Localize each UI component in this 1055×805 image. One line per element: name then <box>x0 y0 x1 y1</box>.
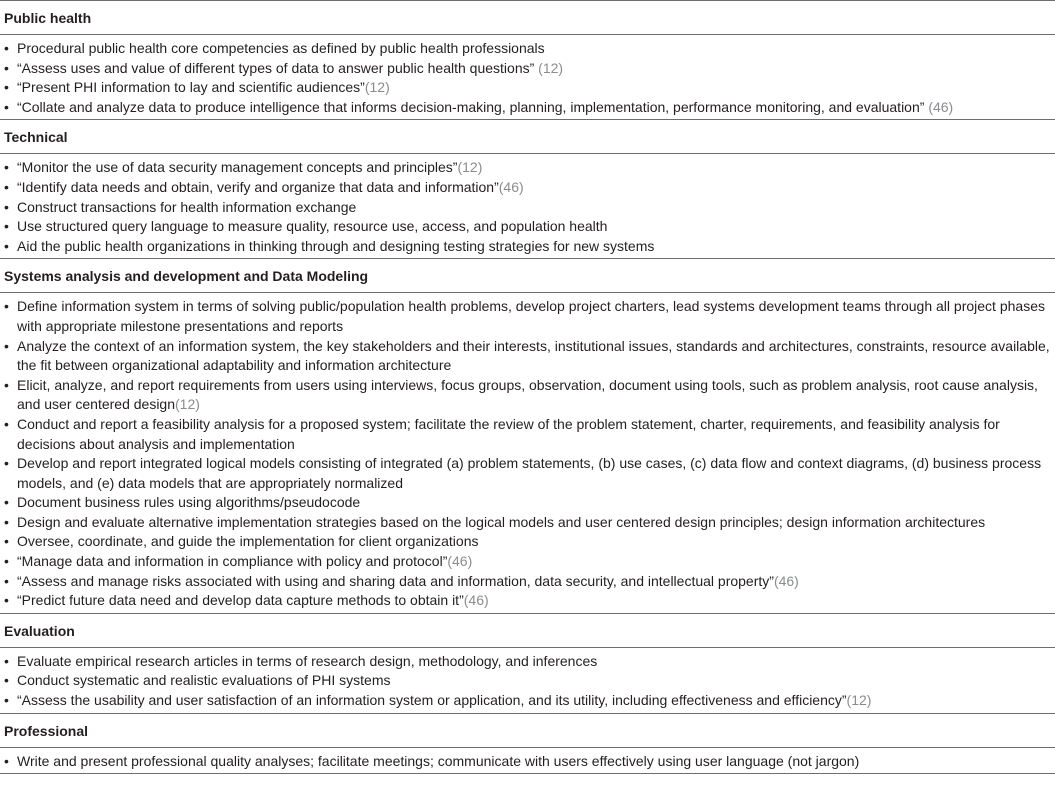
bullet-icon: • <box>4 337 9 354</box>
bullet-icon: • <box>4 98 9 115</box>
item-text: Aid the public health organizations in thinking through and designing testing strategies for new systems <box>17 237 655 254</box>
item-list <box>0 293 1055 613</box>
item-text: Use structured query language to measure quality, resource use, access, and population health <box>17 218 608 235</box>
list-item <box>0 691 1055 711</box>
citation-ref[interactable]: (46) <box>447 553 473 570</box>
item-list <box>0 648 1055 713</box>
list-item <box>0 98 1055 118</box>
citation-ref[interactable]: (12) <box>175 396 200 413</box>
list-item <box>0 532 1055 552</box>
item-text: Elicit, analyze, and report requirements from users using interviews, focus groups, observation, document using tools, such as problem analysis, root cause analysis, and user centered design <box>17 376 1038 413</box>
item-text: Write and present professional quality analyses; facilitate meetings; communicate with users effectively using user language (not jargon) <box>17 752 860 769</box>
item-text: “Monitor the use of data security management concepts and principles” <box>17 159 458 176</box>
citation-ref[interactable]: (12) <box>457 159 483 176</box>
bullet-icon: • <box>4 455 9 472</box>
list-item <box>0 297 1055 336</box>
citation-ref[interactable]: (46) <box>463 592 489 609</box>
list-item <box>0 752 1055 772</box>
bullet-icon: • <box>4 218 9 235</box>
list-item <box>0 513 1055 533</box>
citation-ref[interactable]: (12) <box>364 79 390 96</box>
citation-ref[interactable]: (46) <box>928 98 954 115</box>
list-item <box>0 591 1055 611</box>
item-text: Define information system in terms of solving public/population health problems, develop project charters, lead systems development teams through all project phases with appropriate milestone presentations and reports <box>17 298 1045 334</box>
list-item <box>0 178 1055 198</box>
section-heading: Public health <box>0 1 1055 35</box>
list-item <box>0 59 1055 79</box>
bullet-icon: • <box>4 553 9 570</box>
item-text: Oversee, coordinate, and guide the implementation for client organizations <box>17 533 479 550</box>
list-item <box>0 217 1055 237</box>
section-heading: Technical <box>0 120 1055 154</box>
bullet-icon: • <box>4 79 9 96</box>
item-list <box>0 154 1055 258</box>
bullet-icon: • <box>4 692 9 709</box>
list-item <box>0 493 1055 513</box>
item-text: Conduct systematic and realistic evaluations of PHI systems <box>17 672 391 689</box>
bullet-icon: • <box>4 752 9 769</box>
citation-ref[interactable]: (12) <box>538 59 564 76</box>
item-text: “Assess the usability and user satisfaction of an information system or application, and its utility, including effectiveness and efficiency” <box>17 692 847 709</box>
item-text: “Manage data and information in compliance with policy and protocol” <box>17 553 448 570</box>
list-item <box>0 552 1055 572</box>
item-text: Document business rules using algorithms/pseudocode <box>17 494 361 511</box>
list-item <box>0 572 1055 592</box>
item-text: “Present PHI information to lay and scientific audiences” <box>17 79 365 96</box>
citation-ref[interactable]: (12) <box>846 692 872 709</box>
bullet-icon: • <box>4 533 9 550</box>
item-text: “Identify data needs and obtain, verify and organize that data and information” <box>17 178 499 195</box>
item-text: “Assess uses and value of different types of data to answer public health questions” <box>17 59 539 76</box>
item-text: Evaluate empirical research articles in terms of research design, methodology, and inferences <box>17 652 598 669</box>
bullet-icon: • <box>4 415 9 432</box>
list-item <box>0 337 1055 376</box>
list-item <box>0 415 1055 454</box>
list-item <box>0 671 1055 691</box>
bullet-icon: • <box>4 178 9 195</box>
item-text: Procedural public health core competencies as defined by public health professionals <box>17 40 545 56</box>
bullet-icon: • <box>4 40 9 56</box>
bullet-icon: • <box>4 652 9 669</box>
bullet-icon: • <box>4 159 9 176</box>
bullet-icon: • <box>4 198 9 215</box>
list-item <box>0 158 1055 178</box>
list-item <box>0 376 1055 415</box>
section-heading: Professional <box>0 714 1055 748</box>
bullet-icon: • <box>4 513 9 530</box>
item-text: Construct transactions for health information exchange <box>17 198 357 215</box>
bullet-icon: • <box>4 672 9 689</box>
list-item <box>0 39 1055 59</box>
citation-ref[interactable]: (46) <box>773 572 799 589</box>
table-section <box>0 714 1055 775</box>
section-heading: Systems analysis and development and Data Modeling <box>0 259 1055 293</box>
bullet-icon: • <box>4 572 9 589</box>
list-item <box>0 78 1055 98</box>
bullet-icon: • <box>4 592 9 609</box>
bullet-icon: • <box>4 59 9 76</box>
item-text: Conduct and report a feasibility analysis for a proposed system; facilitate the review of the problem statement, charter, requirements, and feasibility analysis for decisions about analysis and implementation <box>17 415 1000 452</box>
item-list <box>0 35 1055 119</box>
item-text: “Collate and analyze data to produce intelligence that informs decision-making, planning, implementation, performance monitoring, and evaluation” <box>17 98 929 115</box>
bullet-icon: • <box>4 376 9 393</box>
table-section <box>0 614 1055 714</box>
item-text: Develop and report integrated logical models consisting of integrated (a) problem statements, (b) use cases, (c) data flow and context diagrams, (d) business process models, and (e) data models that are appropriately normalized <box>17 455 1042 491</box>
table-section <box>0 1 1055 120</box>
table-section <box>0 120 1055 259</box>
table-section <box>0 259 1055 614</box>
bullet-icon: • <box>4 298 9 315</box>
item-text: “Assess and manage risks associated with using and sharing data and information, data security, and intellectual property” <box>17 572 774 589</box>
item-text: Design and evaluate alternative implementation strategies based on the logical models and user centered design principles; design information architectures <box>17 513 986 530</box>
list-item <box>0 652 1055 672</box>
item-text: Analyze the context of an information system, the key stakeholders and their interests, institutional issues, standards and architectures, constraints, resource available, the fit between organizational adaptability and information architecture <box>17 337 1050 374</box>
bullet-icon: • <box>4 237 9 254</box>
list-item <box>0 198 1055 218</box>
section-heading: Evaluation <box>0 614 1055 648</box>
list-item <box>0 237 1055 257</box>
item-list <box>0 748 1055 774</box>
list-item <box>0 454 1055 493</box>
citation-ref[interactable]: (46) <box>498 178 524 195</box>
bullet-icon: • <box>4 494 9 511</box>
item-text: “Predict future data need and develop data capture methods to obtain it” <box>17 592 464 609</box>
